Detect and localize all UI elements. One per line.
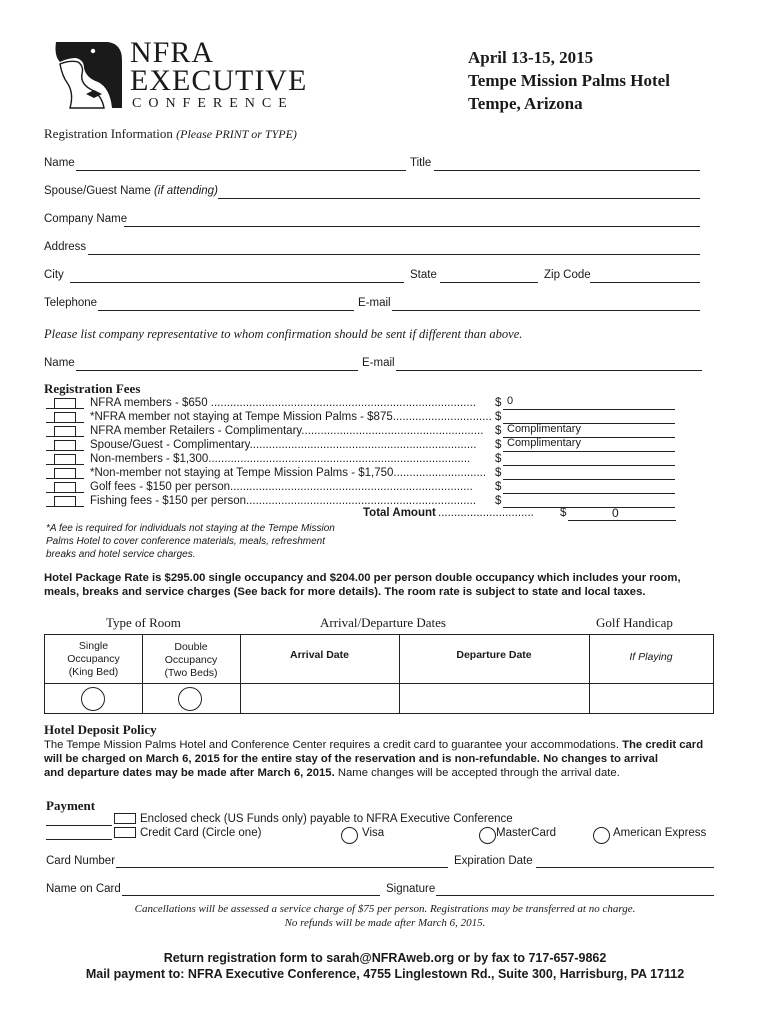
penguin-logo-icon xyxy=(50,38,128,112)
single-line-1: Single xyxy=(78,640,109,652)
fee-label: NFRA member Retailers - Complimentary......................................................... xyxy=(90,425,484,437)
fee-dollar: $ xyxy=(495,467,502,479)
fee-prefix-line[interactable] xyxy=(46,506,54,507)
address-field[interactable] xyxy=(88,254,700,255)
hotel-package-line2: meals, breaks and service charges (See back for more details). The room rate is subject to state and local taxes. xyxy=(44,586,646,598)
fee-prefix-line[interactable] xyxy=(46,422,54,423)
credit-label: Credit Card (Circle one) xyxy=(140,827,262,839)
confirm-email-field[interactable] xyxy=(396,370,702,371)
fee-dollar: $ xyxy=(495,439,502,451)
fee-dollar: $ xyxy=(495,495,502,507)
fee-footnote-2: Palms Hotel to cover conference materials, meals, refreshment xyxy=(46,536,325,547)
fee-prefix-line[interactable] xyxy=(46,492,54,493)
amex-label: American Express xyxy=(613,827,707,839)
mastercard-label: MasterCard xyxy=(496,827,557,839)
check-checkbox[interactable] xyxy=(114,813,136,824)
amex-circle[interactable] xyxy=(593,827,610,844)
registration-heading-text: Registration Information xyxy=(44,126,173,141)
event-venue: Tempe Mission Palms Hotel xyxy=(468,71,670,90)
telephone-field[interactable] xyxy=(98,310,354,311)
mastercard-circle[interactable] xyxy=(479,827,496,844)
fees-heading: Registration Fees xyxy=(44,381,141,396)
signature-field[interactable] xyxy=(436,895,714,896)
golf-handicap-heading: Golf Handicap xyxy=(596,615,673,630)
credit-line[interactable] xyxy=(46,839,112,840)
company-field[interactable] xyxy=(124,226,700,227)
fee-suffix-line xyxy=(76,422,84,423)
fee-amount-field[interactable] xyxy=(503,465,675,466)
fee-amount-value: Complimentary xyxy=(507,437,581,449)
fee-checkbox[interactable] xyxy=(54,426,76,437)
footer-return: Return registration form to sarah@NFRAweb.org or by fax to 717-657-9862 xyxy=(163,951,607,965)
name-label: Name xyxy=(44,157,75,169)
fee-prefix-line[interactable] xyxy=(46,408,54,409)
departure-date-label: Departure Date xyxy=(456,649,532,661)
fee-amount-field[interactable] xyxy=(503,409,675,410)
double-line-2: Occupancy xyxy=(164,654,218,666)
fee-label: Golf fees - $150 per person............................................................................ xyxy=(90,481,473,493)
deposit-line-2: will be charged on March 6, 2015 for the entire stay of the reservation and is non-refundable. No changes to arrival xyxy=(44,753,658,765)
total-amount-field[interactable] xyxy=(568,520,676,521)
name-field[interactable] xyxy=(76,170,406,171)
spouse-label-text: Spouse/Guest Name xyxy=(44,185,151,197)
deposit-line-1b: The credit card xyxy=(618,739,704,751)
fee-amount-field[interactable] xyxy=(503,451,675,452)
if-playing-label: If Playing xyxy=(629,651,673,663)
arrival-date-label: Arrival Date xyxy=(290,649,349,661)
deposit-line-3a: and departure dates may be made after March 6, 2015. xyxy=(44,767,335,779)
fee-amount-field[interactable] xyxy=(503,479,675,480)
confirm-name-label: Name xyxy=(44,357,75,369)
state-label: State xyxy=(410,269,437,281)
cancel-note-2: No refunds will be made after March 6, 2015. xyxy=(284,917,486,929)
visa-circle[interactable] xyxy=(341,827,358,844)
fee-amount-value: 0 xyxy=(507,395,514,407)
deposit-heading: Hotel Deposit Policy xyxy=(44,722,157,737)
name-on-card-label: Name on Card xyxy=(46,883,121,895)
logo-nfra: NFRA xyxy=(130,36,215,69)
zip-field[interactable] xyxy=(590,282,700,283)
fee-amount-field[interactable] xyxy=(503,493,675,494)
deposit-line-1 xyxy=(44,739,703,751)
single-occupancy-radio[interactable] xyxy=(81,687,105,711)
fee-footnote-3: breaks and hotel service charges. xyxy=(46,549,196,560)
confirm-note: Please list company representative to whom confirmation should be sent if different than above. xyxy=(44,327,523,341)
total-amount-value: 0 xyxy=(612,506,619,520)
confirm-email-label: E-mail xyxy=(362,357,395,369)
spouse-label-note: (if attending) xyxy=(153,185,218,197)
double-line-1: Double xyxy=(174,641,208,653)
fee-label: Fishing fees - $150 per person........................................................................ xyxy=(90,495,477,507)
fee-checkbox[interactable] xyxy=(54,482,76,493)
state-field[interactable] xyxy=(440,282,538,283)
golf-handicap-field[interactable] xyxy=(590,684,712,713)
cancel-note-1: Cancellations will be assessed a service charge of $75 per person. Registrations may be transferred at no charge. xyxy=(134,903,636,915)
deposit-line-1a: The Tempe Mission Palms Hotel and Conference Center requires a credit card to guarantee your accommodations. xyxy=(44,739,619,751)
single-line-3: (King Bed) xyxy=(68,666,119,678)
fee-suffix-line xyxy=(76,450,84,451)
city-label: City xyxy=(44,269,64,281)
spouse-label xyxy=(44,185,218,197)
payment-heading: Payment xyxy=(46,798,96,813)
logo-conference: CONFERENCE xyxy=(132,96,294,111)
fee-prefix-line[interactable] xyxy=(46,436,54,437)
fee-amount-value: Complimentary xyxy=(507,423,581,435)
single-occupancy-label xyxy=(45,640,142,679)
fee-prefix-line[interactable] xyxy=(46,464,54,465)
fee-checkbox[interactable] xyxy=(54,496,76,507)
telephone-label: Telephone xyxy=(44,297,98,309)
room-table xyxy=(44,634,714,714)
logo xyxy=(50,38,320,116)
fee-suffix-line xyxy=(76,464,84,465)
total-dots: .............................. xyxy=(438,507,534,519)
single-line-2: Occupancy xyxy=(67,653,120,665)
email-field[interactable] xyxy=(392,310,700,311)
deposit-line-3b: Name changes will be accepted through the arrival date. xyxy=(334,767,620,779)
signature-label: Signature xyxy=(386,883,436,895)
fee-dollar: $ xyxy=(495,411,502,423)
fee-checkbox[interactable] xyxy=(54,454,76,465)
expiration-field[interactable] xyxy=(536,867,714,868)
registration-heading xyxy=(44,126,297,142)
arrival-date-field[interactable] xyxy=(241,684,398,713)
fee-dollar: $ xyxy=(495,397,502,409)
email-label: E-mail xyxy=(358,297,391,309)
name-on-card-field[interactable] xyxy=(122,895,380,896)
hotel-package-line1: Hotel Package Rate is $295.00 single occupancy and $204.00 per person double occupancy which includes your room, xyxy=(44,572,681,584)
fee-suffix-line xyxy=(76,506,84,507)
double-line-3: (Two Beds) xyxy=(164,667,218,679)
fee-checkbox[interactable] xyxy=(54,440,76,451)
departure-date-field[interactable] xyxy=(400,684,588,713)
footer-mail: Mail payment to: NFRA Executive Conference, 4755 Linglestown Rd., Suite 300, Harrisburg, PA 17112 xyxy=(85,967,685,981)
logo-executive: EXECUTIVE xyxy=(130,64,308,97)
fee-suffix-line xyxy=(76,478,84,479)
check-label: Enclosed check (US Funds only) payable to NFRA Executive Conference xyxy=(140,813,513,825)
fee-label: Non-members - $1,300.................................................................................. xyxy=(90,453,471,465)
expiration-label: Expiration Date xyxy=(454,855,533,867)
spouse-field[interactable] xyxy=(218,198,700,199)
deposit-line-3 xyxy=(44,767,620,779)
card-number-field[interactable] xyxy=(116,867,448,868)
title-field[interactable] xyxy=(434,170,700,171)
fee-prefix-line[interactable] xyxy=(46,450,54,451)
double-occupancy-radio[interactable] xyxy=(178,687,202,711)
registration-heading-note: (Please PRINT or TYPE) xyxy=(176,127,297,141)
fee-dollar: $ xyxy=(495,481,502,493)
fee-suffix-line xyxy=(76,492,84,493)
confirm-name-field[interactable] xyxy=(76,370,358,371)
total-label: Total Amount xyxy=(363,507,436,519)
total-dollar: $ xyxy=(560,507,567,519)
fee-label: Spouse/Guest - Complimentary....................................................................... xyxy=(90,439,477,451)
fee-footnote-1: *A fee is required for individuals not staying at the Tempe Mission xyxy=(46,523,335,534)
fee-suffix-line xyxy=(76,436,84,437)
fee-prefix-line[interactable] xyxy=(46,478,54,479)
fee-checkbox[interactable] xyxy=(54,468,76,479)
check-line[interactable] xyxy=(46,825,112,826)
zip-label: Zip Code xyxy=(544,269,591,281)
fee-label: NFRA members - $650 ................................................................................... xyxy=(90,397,476,409)
address-label: Address xyxy=(44,241,87,253)
fee-label: *Non-member not staying at Tempe Mission Palms - $1,750............................. xyxy=(90,467,487,479)
credit-checkbox[interactable] xyxy=(114,827,136,838)
type-of-room-heading: Type of Room xyxy=(106,615,181,630)
fee-label: *NFRA member not staying at Tempe Mission Palms - $875............................... xyxy=(90,411,492,423)
event-dates: April 13-15, 2015 xyxy=(468,48,594,67)
double-occupancy-label xyxy=(142,641,240,680)
company-label: Company Name xyxy=(44,213,128,225)
arrival-departure-heading: Arrival/Departure Dates xyxy=(320,615,446,630)
fee-suffix-line xyxy=(76,408,84,409)
card-number-label: Card Number xyxy=(46,855,116,867)
fee-dollar: $ xyxy=(495,453,502,465)
fee-dollar: $ xyxy=(495,425,502,437)
city-field[interactable] xyxy=(70,282,404,283)
fee-checkbox[interactable] xyxy=(54,412,76,423)
event-location: Tempe, Arizona xyxy=(468,94,583,113)
visa-label: Visa xyxy=(362,827,385,839)
title-label: Title xyxy=(410,157,432,169)
fee-checkbox[interactable] xyxy=(54,398,76,409)
